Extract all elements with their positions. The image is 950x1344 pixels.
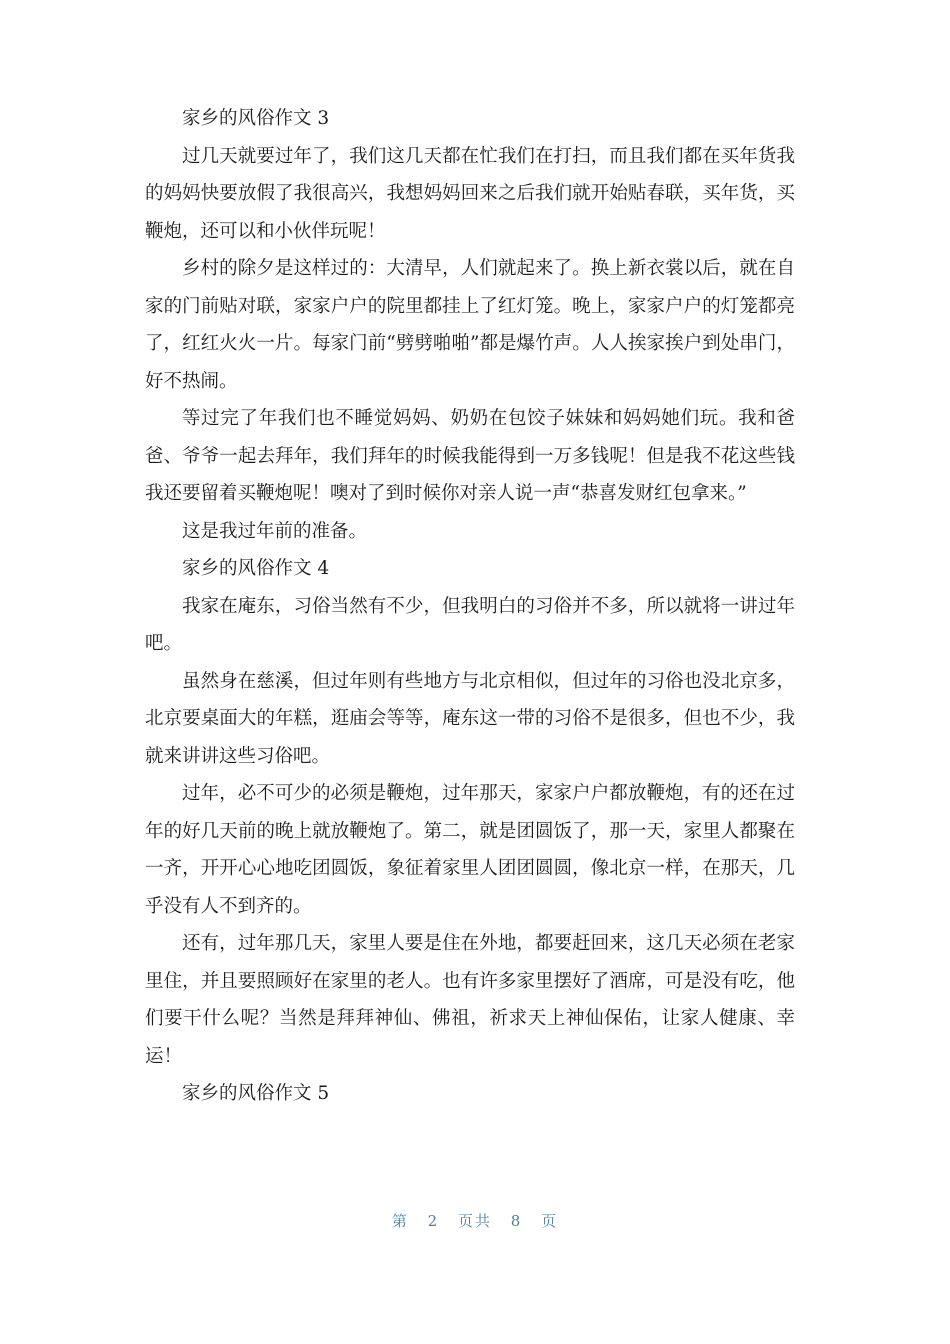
document-body: [145, 100, 795, 1113]
footer-prefix: 第: [391, 1212, 409, 1230]
paragraph: 虽然身在慈溪，但过年则有些地方与北京相似，但过年的习俗也没北京多，北京要桌面大的年糕，逛庙会等等，庵东这一带的习俗不是很多，但也不少，我就来讲讲这些习俗吧。: [145, 670, 795, 767]
footer-page-number: 2: [427, 1212, 440, 1230]
section-heading-5: 家乡的风俗作文 5: [182, 1083, 330, 1104]
paragraph: 过年，必不可少的必须是鞭炮，过年那天，家家户户都放鞭炮，有的还在过年的好几天前的晚上就放鞭炮了。第二，就是团圆饭了，那一天，家里人都聚在一齐，开开心心地吃团圆饭，象征着家里人团团圆圆，像北京一样，在那天，几乎没有人不到齐的。: [145, 783, 795, 917]
section-heading-3: 家乡的风俗作文 3: [182, 108, 330, 129]
page-number-footer: [0, 1210, 950, 1231]
paragraph: 还有，过年那几天，家里人要是住在外地，都要赶回来，这几天必须在老家里住，并且要照顾好在家里的老人。也有许多家里摆好了酒席，可是没有吃，他们要干什么呢？当然是拜拜神仙、佛祖，祈求天上神仙保佑，让家人健康、幸运！: [145, 933, 795, 1067]
paragraph: 这是我过年前的准备。: [182, 520, 368, 542]
footer-middle: 页共: [457, 1212, 492, 1230]
paragraph: 过几天就要过年了，我们这几天都在忙我们在打扫，而且我们都在买年货我的妈妈快要放假了我很高兴，我想妈妈回来之后我们就开始贴春联，买年货，买鞭炮，还可以和小伙伴玩呢！: [145, 145, 795, 242]
footer-suffix: 页: [541, 1212, 559, 1230]
section-heading-4: 家乡的风俗作文 4: [182, 558, 330, 579]
paragraph: 乡村的除夕是这样过的：大清早，人们就起来了。换上新衣裳以后，就在自家的门前贴对联，家家户户的院里都挂上了红灯笼。晚上，家家户户的灯笼都亮了，红红火火一片。每家门前“劈劈啪啪”都是爆竹声。人人挨家挨户到处串门，好不热闹。: [145, 258, 795, 392]
paragraph: 我家在庵东，习俗当然有不少，但我明白的习俗并不多，所以就将一讲过年吧。: [145, 595, 795, 654]
paragraph: 等过完了年我们也不睡觉妈妈、奶奶在包饺子妹妹和妈妈她们玩。我和爸爸、爷爷一起去拜年，我们拜年的时候我能得到一万多钱呢！但是我不花这些钱我还要留着买鞭炮呢！噢对了到时候你对亲人说一声“恭喜发财红包拿来。”: [145, 408, 795, 504]
footer-total-pages: 8: [510, 1212, 523, 1230]
